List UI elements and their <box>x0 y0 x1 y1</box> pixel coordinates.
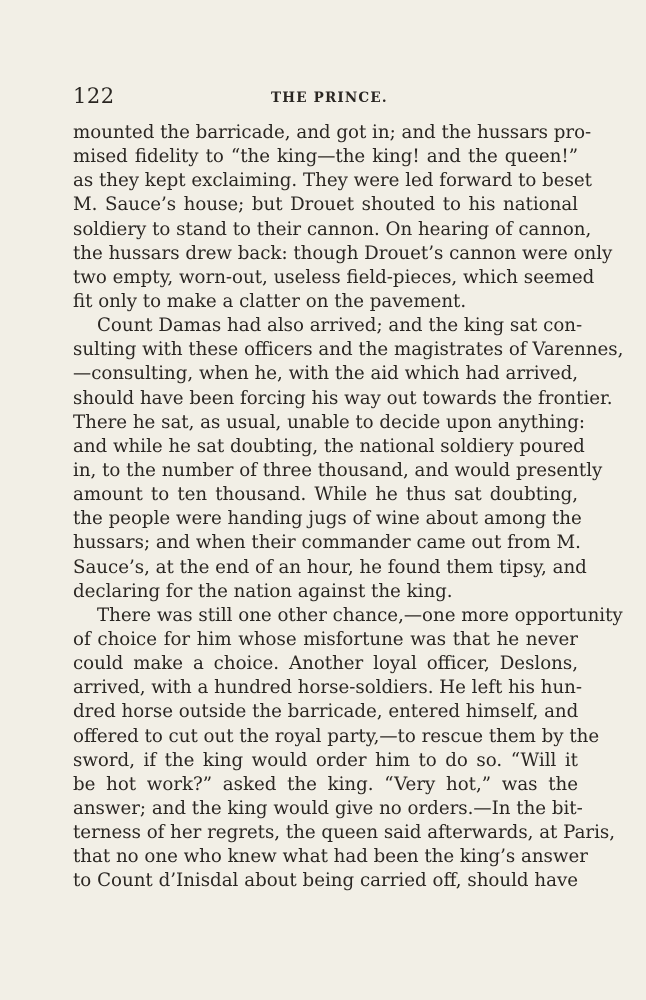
text-line: in, to the number of three thousand, and would presently <box>73 459 603 481</box>
text-line: the hussars drew back: though Drouet’s cannon were only <box>73 242 613 264</box>
text-line: the people were handing jugs of wine about among the <box>73 508 582 530</box>
paragraph <box>73 314 624 604</box>
text-line: arrived, with a hundred horse-soldiers. He left his hun- <box>73 677 583 699</box>
text-line: declaring for the nation against the king. <box>73 580 453 602</box>
text-line: There he sat, as usual, unable to decide upon anything: <box>73 411 585 433</box>
text-line: offered to cut out the royal party,—to rescue them by the <box>73 725 600 747</box>
text-line: that no one who knew what had been the king’s answer <box>73 846 588 868</box>
text-line: fit only to make a clatter on the pavement. <box>73 290 467 312</box>
text-line: There was still one other chance,—one more opportunity <box>97 604 623 626</box>
paragraph <box>73 121 613 314</box>
text-line: hussars; and when their commander came out from M. <box>73 532 581 554</box>
paragraph <box>73 604 623 894</box>
text-line: Count Damas had also arrived; and the king sat con- <box>97 315 583 337</box>
text-line: Sauce’s, at the end of an hour, he found them tipsy, and <box>73 556 587 578</box>
text-line: amount to ten thousand. While he thus sat doubting, <box>73 484 578 506</box>
text-line: M. Sauce’s house; but Drouet shouted to his national <box>73 194 578 216</box>
body-text <box>73 121 624 894</box>
text-line: mounted the barricade, and got in; and the hussars pro- <box>73 122 592 143</box>
text-line: should have been forcing his way out towards the frontier. <box>73 387 613 409</box>
text-line: of choice for him whose misfortune was that he never <box>73 628 578 650</box>
text-line: terness of her regrets, the queen said afterwards, at Paris, <box>73 822 616 844</box>
text-line: answer; and the king would give no orders.—In the bit- <box>73 797 583 819</box>
text-line: sulting with these officers and the magistrates of Varennes, <box>73 339 624 361</box>
text-line: be hot work?” asked the king. “Very hot,” was the <box>73 773 578 795</box>
text-line: and while he sat doubting, the national soldiery poured <box>73 435 585 457</box>
text-line: soldiery to stand to their cannon. On hearing of cannon, <box>73 218 592 240</box>
page-number: 122 <box>73 84 115 108</box>
page-header <box>73 84 578 112</box>
text-line: as they kept exclaiming. They were led forward to beset <box>73 170 592 192</box>
text-line: dred horse outside the barricade, entered himself, and <box>73 701 579 723</box>
text-line: two empty, worn-out, useless field-pieces, which seemed <box>73 266 595 288</box>
running-head: THE PRINCE. <box>271 90 388 106</box>
text-line: to Count d’Inisdal about being carried off, should have <box>73 870 578 892</box>
text-line: could make a choice. Another loyal officer, Deslons, <box>73 653 578 675</box>
text-line: sword, if the king would order him to do so. “Will it <box>73 749 578 771</box>
text-line: —consulting, when he, with the aid which had arrived, <box>73 363 578 385</box>
text-line: mised fidelity to “the king—the king! and the queen!” <box>73 146 578 168</box>
